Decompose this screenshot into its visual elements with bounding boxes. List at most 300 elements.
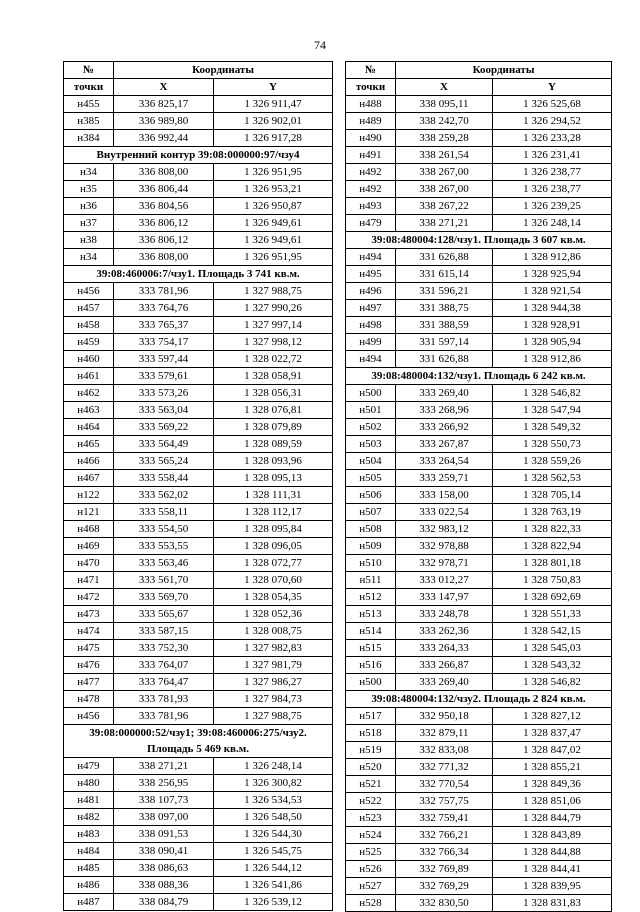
- table-row: [346, 810, 612, 827]
- table-row: [64, 708, 333, 725]
- x-coordinate-cell: 331 615,14: [396, 266, 493, 283]
- x-coordinate-cell: 333 752,30: [114, 640, 214, 657]
- point-id-cell: н496: [346, 283, 396, 300]
- x-coordinate-cell: 338 091,53: [114, 826, 214, 843]
- point-id-cell: н477: [64, 674, 114, 691]
- y-coordinate-cell: 1 328 692,69: [493, 589, 612, 606]
- point-id-cell: н482: [64, 809, 114, 826]
- point-id-cell: н475: [64, 640, 114, 657]
- section-heading: [346, 691, 612, 708]
- table-row: [346, 589, 612, 606]
- table-row: [346, 521, 612, 538]
- y-coordinate-cell: 1 327 997,14: [214, 317, 333, 334]
- table-row: [346, 130, 612, 147]
- y-coordinate-cell: 1 328 545,03: [493, 640, 612, 657]
- point-number-header-2: точки: [346, 79, 396, 96]
- table-row: [64, 674, 333, 691]
- section-heading: [64, 266, 333, 283]
- x-coordinate-cell: 333 587,15: [114, 623, 214, 640]
- section-heading: [64, 147, 333, 164]
- table-row: [64, 657, 333, 674]
- y-coordinate-cell: 1 326 949,61: [214, 232, 333, 249]
- x-coordinate-cell: 332 759,41: [396, 810, 493, 827]
- point-id-cell: н492: [346, 181, 396, 198]
- x-coordinate-cell: 333 158,00: [396, 487, 493, 504]
- x-coordinate-cell: 332 833,08: [396, 742, 493, 759]
- x-coordinate-cell: 333 266,92: [396, 419, 493, 436]
- point-id-cell: н494: [346, 249, 396, 266]
- table-row: [64, 181, 333, 198]
- table-row: [346, 827, 612, 844]
- x-coordinate-cell: 332 769,29: [396, 878, 493, 895]
- x-coordinate-cell: 333 764,07: [114, 657, 214, 674]
- point-id-cell: н469: [64, 538, 114, 555]
- section-row: [346, 232, 612, 249]
- x-coordinate-cell: 333 563,04: [114, 402, 214, 419]
- point-id-cell: н462: [64, 385, 114, 402]
- y-coordinate-cell: 1 328 849,36: [493, 776, 612, 793]
- y-coordinate-cell: 1 328 847,02: [493, 742, 612, 759]
- y-coordinate-cell: 1 328 054,35: [214, 589, 333, 606]
- point-number-header-2: точки: [64, 79, 114, 96]
- point-id-cell: н471: [64, 572, 114, 589]
- point-id-cell: н500: [346, 674, 396, 691]
- x-header: X: [396, 79, 493, 96]
- section-heading: [64, 725, 333, 758]
- point-id-cell: н494: [346, 351, 396, 368]
- x-coordinate-cell: 336 806,12: [114, 232, 214, 249]
- y-header: Y: [214, 79, 333, 96]
- x-coordinate-cell: 333 569,70: [114, 589, 214, 606]
- table-row: [64, 775, 333, 792]
- y-coordinate-cell: 1 328 928,91: [493, 317, 612, 334]
- y-coordinate-cell: 1 328 844,88: [493, 844, 612, 861]
- y-coordinate-cell: 1 326 233,28: [493, 130, 612, 147]
- x-coordinate-cell: 333 765,37: [114, 317, 214, 334]
- x-coordinate-cell: 332 830,50: [396, 895, 493, 912]
- y-header: Y: [493, 79, 612, 96]
- x-coordinate-cell: 333 259,71: [396, 470, 493, 487]
- y-coordinate-cell: 1 327 982,83: [214, 640, 333, 657]
- x-coordinate-cell: 333 269,40: [396, 674, 493, 691]
- point-id-cell: н518: [346, 725, 396, 742]
- page-number: 74: [314, 38, 326, 52]
- x-coordinate-cell: 333 562,02: [114, 487, 214, 504]
- x-coordinate-cell: 333 264,33: [396, 640, 493, 657]
- point-id-cell: н514: [346, 623, 396, 640]
- section-title-2: Площадь 5 469 кв.м.: [147, 743, 249, 755]
- y-coordinate-cell: 1 328 089,59: [214, 436, 333, 453]
- y-coordinate-cell: 1 327 986,27: [214, 674, 333, 691]
- table-row: [346, 861, 612, 878]
- point-id-cell: н483: [64, 826, 114, 843]
- point-id-cell: н478: [64, 691, 114, 708]
- y-coordinate-cell: 1 328 052,36: [214, 606, 333, 623]
- point-id-cell: н523: [346, 810, 396, 827]
- table-row: [64, 249, 333, 266]
- x-coordinate-cell: 338 242,70: [396, 113, 493, 130]
- table-row: [64, 436, 333, 453]
- table-row: [346, 164, 612, 181]
- coordinates-table-right: [345, 61, 612, 912]
- point-id-cell: н480: [64, 775, 114, 792]
- table-row: [346, 96, 612, 113]
- y-coordinate-cell: 1 328 822,94: [493, 538, 612, 555]
- y-coordinate-cell: 1 328 831,83: [493, 895, 612, 912]
- point-id-cell: н520: [346, 759, 396, 776]
- x-coordinate-cell: 333 565,24: [114, 453, 214, 470]
- x-coordinate-cell: 338 256,95: [114, 775, 214, 792]
- table-row: [346, 215, 612, 232]
- point-id-cell: н459: [64, 334, 114, 351]
- y-coordinate-cell: 1 328 546,82: [493, 385, 612, 402]
- x-coordinate-cell: 331 596,21: [396, 283, 493, 300]
- point-id-cell: н500: [346, 385, 396, 402]
- y-coordinate-cell: 1 328 551,33: [493, 606, 612, 623]
- y-coordinate-cell: 1 328 905,94: [493, 334, 612, 351]
- point-id-cell: н35: [64, 181, 114, 198]
- x-coordinate-cell: 333 558,44: [114, 470, 214, 487]
- point-id-cell: н504: [346, 453, 396, 470]
- y-coordinate-cell: 1 328 822,33: [493, 521, 612, 538]
- y-coordinate-cell: 1 328 542,15: [493, 623, 612, 640]
- point-id-cell: н486: [64, 877, 114, 894]
- coordinates-header: Координаты: [396, 62, 612, 79]
- x-coordinate-cell: 333 561,70: [114, 572, 214, 589]
- table-row: [346, 640, 612, 657]
- y-coordinate-cell: 1 328 921,54: [493, 283, 612, 300]
- point-id-cell: н521: [346, 776, 396, 793]
- point-id-cell: н511: [346, 572, 396, 589]
- x-coordinate-cell: 336 808,00: [114, 249, 214, 266]
- y-coordinate-cell: 1 326 525,68: [493, 96, 612, 113]
- y-coordinate-cell: 1 328 543,32: [493, 657, 612, 674]
- section-row: [346, 691, 612, 708]
- y-coordinate-cell: 1 327 988,75: [214, 283, 333, 300]
- point-id-cell: н122: [64, 487, 114, 504]
- point-id-cell: н487: [64, 894, 114, 911]
- point-id-cell: н503: [346, 436, 396, 453]
- y-coordinate-cell: 1 328 855,21: [493, 759, 612, 776]
- y-coordinate-cell: 1 327 990,26: [214, 300, 333, 317]
- point-id-cell: н522: [346, 793, 396, 810]
- x-coordinate-cell: 338 097,00: [114, 809, 214, 826]
- x-coordinate-cell: 333 781,96: [114, 283, 214, 300]
- x-coordinate-cell: 332 757,75: [396, 793, 493, 810]
- point-id-cell: н460: [64, 351, 114, 368]
- x-coordinate-cell: 331 626,88: [396, 351, 493, 368]
- point-id-cell: н528: [346, 895, 396, 912]
- table-row: [64, 894, 333, 911]
- y-coordinate-cell: 1 327 998,12: [214, 334, 333, 351]
- x-coordinate-cell: 332 771,32: [396, 759, 493, 776]
- x-coordinate-cell: 338 107,73: [114, 792, 214, 809]
- y-coordinate-cell: 1 326 238,77: [493, 164, 612, 181]
- x-coordinate-cell: 333 573,26: [114, 385, 214, 402]
- section-title: Внутренний контур 39:08:000000:97/чзу4: [96, 148, 300, 161]
- table-row: [346, 708, 612, 725]
- table-row: [346, 606, 612, 623]
- y-coordinate-cell: 1 326 911,47: [214, 96, 333, 113]
- point-id-cell: н506: [346, 487, 396, 504]
- x-coordinate-cell: 332 978,71: [396, 555, 493, 572]
- y-coordinate-cell: 1 328 705,14: [493, 487, 612, 504]
- x-coordinate-cell: 333 268,96: [396, 402, 493, 419]
- y-coordinate-cell: 1 328 546,82: [493, 674, 612, 691]
- table-row: [346, 334, 612, 351]
- section-row: [64, 147, 333, 164]
- point-id-cell: н501: [346, 402, 396, 419]
- coordinates-header: Координаты: [114, 62, 333, 79]
- point-id-cell: н513: [346, 606, 396, 623]
- point-number-header: №: [64, 62, 114, 79]
- table-row: [346, 113, 612, 130]
- y-coordinate-cell: 1 328 058,91: [214, 368, 333, 385]
- y-coordinate-cell: 1 328 763,19: [493, 504, 612, 521]
- table-row: [64, 521, 333, 538]
- section-row: [64, 725, 333, 758]
- table-row: [64, 860, 333, 877]
- table-row: [64, 877, 333, 894]
- table-row: [64, 317, 333, 334]
- x-coordinate-cell: 332 770,54: [396, 776, 493, 793]
- point-id-cell: н473: [64, 606, 114, 623]
- table-row: [346, 895, 612, 912]
- point-id-cell: н476: [64, 657, 114, 674]
- table-row: [346, 844, 612, 861]
- y-coordinate-cell: 1 328 072,77: [214, 555, 333, 572]
- y-coordinate-cell: 1 328 944,38: [493, 300, 612, 317]
- x-coordinate-cell: 332 983,12: [396, 521, 493, 538]
- y-coordinate-cell: 1 328 844,41: [493, 861, 612, 878]
- y-coordinate-cell: 1 328 912,86: [493, 351, 612, 368]
- table-row: [346, 759, 612, 776]
- y-coordinate-cell: 1 326 949,61: [214, 215, 333, 232]
- table-row: [346, 317, 612, 334]
- y-coordinate-cell: 1 328 070,60: [214, 572, 333, 589]
- point-id-cell: н385: [64, 113, 114, 130]
- point-id-cell: н34: [64, 164, 114, 181]
- x-coordinate-cell: 333 569,22: [114, 419, 214, 436]
- x-coordinate-cell: 332 766,34: [396, 844, 493, 861]
- point-id-cell: н498: [346, 317, 396, 334]
- table-row: [64, 419, 333, 436]
- point-id-cell: н470: [64, 555, 114, 572]
- x-coordinate-cell: 333 248,78: [396, 606, 493, 623]
- x-coordinate-cell: 333 267,87: [396, 436, 493, 453]
- x-coordinate-cell: 338 259,28: [396, 130, 493, 147]
- x-header: X: [114, 79, 214, 96]
- x-coordinate-cell: 333 565,67: [114, 606, 214, 623]
- x-coordinate-cell: 338 086,63: [114, 860, 214, 877]
- point-id-cell: н37: [64, 215, 114, 232]
- y-coordinate-cell: 1 326 534,53: [214, 792, 333, 809]
- section-title: 39:08:480004:132/чзу2. Площадь 2 824 кв.м.: [371, 692, 586, 705]
- section-title: 39:08:460006:7/чзу1. Площадь 3 741 кв.м.: [96, 267, 300, 280]
- table-row: [64, 555, 333, 572]
- point-id-cell: н515: [346, 640, 396, 657]
- y-coordinate-cell: 1 326 231,41: [493, 147, 612, 164]
- x-coordinate-cell: 333 764,47: [114, 674, 214, 691]
- y-coordinate-cell: 1 328 559,26: [493, 453, 612, 470]
- table-row: [64, 826, 333, 843]
- x-coordinate-cell: 332 766,21: [396, 827, 493, 844]
- y-coordinate-cell: 1 327 981,79: [214, 657, 333, 674]
- point-id-cell: н517: [346, 708, 396, 725]
- table-row: [64, 470, 333, 487]
- y-coordinate-cell: 1 328 022,72: [214, 351, 333, 368]
- table-row: [346, 300, 612, 317]
- x-coordinate-cell: 333 266,87: [396, 657, 493, 674]
- point-id-cell: н524: [346, 827, 396, 844]
- table-row: [64, 487, 333, 504]
- table-row: [64, 504, 333, 521]
- point-id-cell: н491: [346, 147, 396, 164]
- y-coordinate-cell: 1 326 300,82: [214, 775, 333, 792]
- x-coordinate-cell: 332 950,18: [396, 708, 493, 725]
- x-coordinate-cell: 338 084,79: [114, 894, 214, 911]
- table-row: [64, 572, 333, 589]
- x-coordinate-cell: 336 989,80: [114, 113, 214, 130]
- table-row: [64, 606, 333, 623]
- point-id-cell: н455: [64, 96, 114, 113]
- table-row: [64, 113, 333, 130]
- y-coordinate-cell: 1 328 750,83: [493, 572, 612, 589]
- y-coordinate-cell: 1 326 902,01: [214, 113, 333, 130]
- point-id-cell: н490: [346, 130, 396, 147]
- x-coordinate-cell: 332 769,89: [396, 861, 493, 878]
- x-coordinate-cell: 333 554,50: [114, 521, 214, 538]
- x-coordinate-cell: 333 597,44: [114, 351, 214, 368]
- y-coordinate-cell: 1 326 950,87: [214, 198, 333, 215]
- point-id-cell: н497: [346, 300, 396, 317]
- x-coordinate-cell: 333 553,55: [114, 538, 214, 555]
- table-row: [346, 487, 612, 504]
- x-coordinate-cell: 336 806,44: [114, 181, 214, 198]
- table-row: [346, 674, 612, 691]
- table-row: [64, 300, 333, 317]
- table-row: [64, 198, 333, 215]
- x-coordinate-cell: 331 597,14: [396, 334, 493, 351]
- table-row: [64, 589, 333, 606]
- x-coordinate-cell: 333 264,54: [396, 453, 493, 470]
- point-id-cell: н519: [346, 742, 396, 759]
- y-coordinate-cell: 1 326 541,86: [214, 877, 333, 894]
- table-row: [346, 266, 612, 283]
- y-coordinate-cell: 1 328 079,89: [214, 419, 333, 436]
- table-row: [64, 623, 333, 640]
- x-coordinate-cell: 333 269,40: [396, 385, 493, 402]
- table-row: [64, 334, 333, 351]
- table-row: [346, 793, 612, 810]
- y-coordinate-cell: 1 328 093,96: [214, 453, 333, 470]
- x-coordinate-cell: 338 271,21: [114, 758, 214, 775]
- x-coordinate-cell: 336 992,44: [114, 130, 214, 147]
- y-coordinate-cell: 1 328 801,18: [493, 555, 612, 572]
- point-id-cell: н508: [346, 521, 396, 538]
- point-id-cell: н507: [346, 504, 396, 521]
- y-coordinate-cell: 1 328 095,84: [214, 521, 333, 538]
- x-coordinate-cell: 331 626,88: [396, 249, 493, 266]
- x-coordinate-cell: 338 090,41: [114, 843, 214, 860]
- y-coordinate-cell: 1 328 547,94: [493, 402, 612, 419]
- section-row: [346, 368, 612, 385]
- point-id-cell: н467: [64, 470, 114, 487]
- table-row: [64, 758, 333, 775]
- table-row: [64, 215, 333, 232]
- table-row: [64, 843, 333, 860]
- point-id-cell: н457: [64, 300, 114, 317]
- table-row: [64, 691, 333, 708]
- point-id-cell: н463: [64, 402, 114, 419]
- y-coordinate-cell: 1 326 544,30: [214, 826, 333, 843]
- y-coordinate-cell: 1 328 925,94: [493, 266, 612, 283]
- table-row: [346, 385, 612, 402]
- table-row: [64, 385, 333, 402]
- table-row: [346, 725, 612, 742]
- table-row: [64, 402, 333, 419]
- table-body: [346, 96, 612, 912]
- y-coordinate-cell: 1 328 095,13: [214, 470, 333, 487]
- section-heading: [346, 368, 612, 385]
- section-title: 39:08:480004:128/чзу1. Площадь 3 607 кв.м.: [371, 233, 586, 246]
- table-row: [346, 419, 612, 436]
- x-coordinate-cell: 332 879,11: [396, 725, 493, 742]
- x-coordinate-cell: 338 267,00: [396, 164, 493, 181]
- y-coordinate-cell: 1 328 839,95: [493, 878, 612, 895]
- point-id-cell: н485: [64, 860, 114, 877]
- table-row: [346, 351, 612, 368]
- y-coordinate-cell: 1 326 248,14: [214, 758, 333, 775]
- y-coordinate-cell: 1 328 076,81: [214, 402, 333, 419]
- point-id-cell: н489: [346, 113, 396, 130]
- table-row: [64, 640, 333, 657]
- x-coordinate-cell: 338 271,21: [396, 215, 493, 232]
- table-row: [346, 436, 612, 453]
- table-row: [346, 555, 612, 572]
- point-id-cell: н384: [64, 130, 114, 147]
- table-row: [346, 283, 612, 300]
- x-coordinate-cell: 338 095,11: [396, 96, 493, 113]
- point-id-cell: н458: [64, 317, 114, 334]
- table-row: [64, 792, 333, 809]
- section-title: 39:08:480004:132/чзу1. Площадь 6 242 кв.м.: [371, 369, 586, 382]
- y-coordinate-cell: 1 326 539,12: [214, 894, 333, 911]
- x-coordinate-cell: 333 564,49: [114, 436, 214, 453]
- point-id-cell: н526: [346, 861, 396, 878]
- point-id-cell: н479: [346, 215, 396, 232]
- x-coordinate-cell: 333 781,96: [114, 708, 214, 725]
- point-id-cell: н527: [346, 878, 396, 895]
- table-body: [64, 96, 333, 911]
- point-id-cell: н512: [346, 589, 396, 606]
- x-coordinate-cell: 331 388,59: [396, 317, 493, 334]
- y-coordinate-cell: 1 327 984,73: [214, 691, 333, 708]
- point-id-cell: н464: [64, 419, 114, 436]
- y-coordinate-cell: 1 326 951,95: [214, 249, 333, 266]
- section-heading: [346, 232, 612, 249]
- y-coordinate-cell: 1 326 239,25: [493, 198, 612, 215]
- point-id-cell: н461: [64, 368, 114, 385]
- y-coordinate-cell: 1 328 851,06: [493, 793, 612, 810]
- table-row: [346, 504, 612, 521]
- table-row: [346, 181, 612, 198]
- table-row: [346, 402, 612, 419]
- point-id-cell: н495: [346, 266, 396, 283]
- table-row: [346, 623, 612, 640]
- point-id-cell: н510: [346, 555, 396, 572]
- point-id-cell: н36: [64, 198, 114, 215]
